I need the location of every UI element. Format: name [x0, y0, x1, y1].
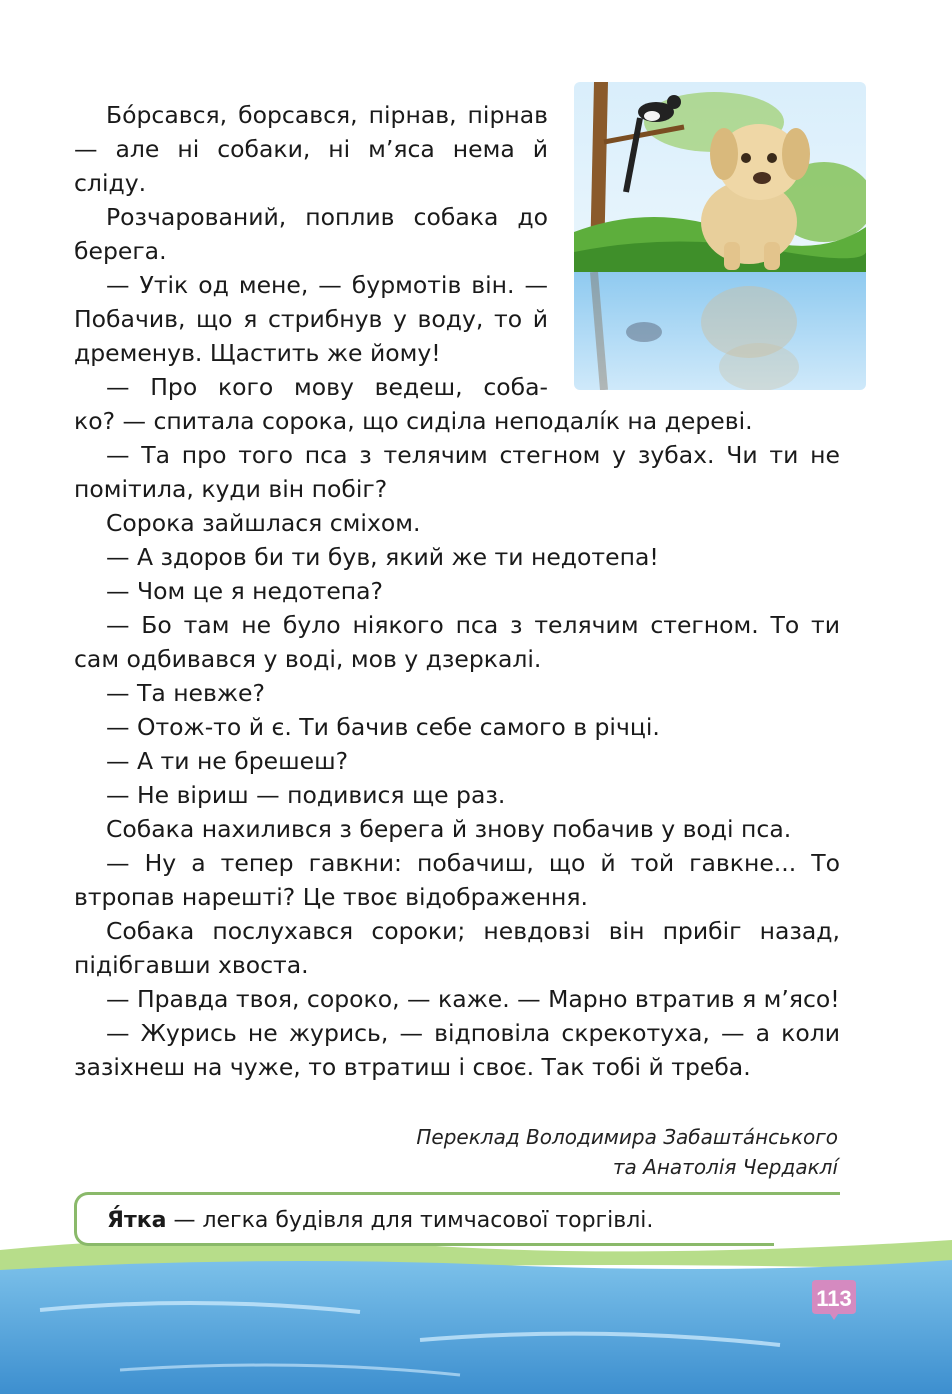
paragraph: — Журись не журись, — відповіла скрекотуха, — а коли зазіхнеш на чуже, то втратиш і своє. Так тобі й треба. [74, 1019, 840, 1081]
paragraph: — Ну а тепер гавкни: побачиш, що й той гавкне... То втропав нарешті? Це твоє відображення. [74, 849, 840, 911]
story-text [74, 98, 840, 1084]
glossary-definition: — легка будівля для тимчасової торгівлі. [166, 1208, 654, 1233]
glossary-box [74, 1192, 774, 1246]
paragraph: — Та невже? [106, 679, 265, 707]
paragraph: — Чом це я недотепа? [106, 577, 384, 605]
glossary-entry [107, 1207, 653, 1235]
paragraph: — Отож-то й є. Ти бачив себе самого в річці. [106, 713, 660, 741]
paragraph: — Утік од мене, — бурмотів він. — Побачив, що я стрибнув у воду, то й дременув. Щастить же йому! [74, 271, 548, 367]
paragraph: — Не віриш — подивися ще раз. [106, 781, 506, 809]
page-number-badge [812, 1280, 856, 1320]
paragraph: ко? — спитала сорока, що сиділа неподалі́к на дереві. [74, 407, 753, 435]
paragraph: — А здоров би ти був, який же ти недотепа! [106, 543, 659, 571]
credit-line-1: Переклад Володимира Забашта́нського [416, 1125, 838, 1149]
paragraph: Бо́рсався, борсався, пірнав, пірнав — але ні собаки, ні м’яса нема й сліду. [74, 101, 548, 197]
paragraph: Розчарований, поплив собака до берега. [74, 203, 548, 265]
glossary-term: Я́тка [107, 1208, 167, 1233]
paragraph: — А ти не брешеш? [106, 747, 349, 775]
paragraph: Сорока зайшлася сміхом. [106, 509, 421, 537]
translation-credit [338, 1122, 838, 1182]
paragraph: — Правда твоя, сороко, — каже. — Марно втратив я м’ясо! [106, 985, 840, 1013]
page-number: 113 [816, 1286, 852, 1311]
paragraph: — Та про того пса з телячим стегном у зубах. Чи ти не помітила, куди він побіг? [74, 441, 840, 503]
paragraph: Собака послухався сороки; невдовзі він прибіг назад, підібгавши хвоста. [74, 917, 840, 979]
paragraph: Собака нахилився з берега й знову побачив у воді пса. [106, 815, 792, 843]
paragraph: — Бо там не було ніякого пса з телячим стегном. То ти сам одбивався у воді, мов у дзеркалі. [74, 611, 840, 673]
credit-line-2: та Анатолія Чердаклі́ [612, 1155, 838, 1179]
paragraph: — Про кого мову ведеш, соба- [106, 373, 548, 401]
